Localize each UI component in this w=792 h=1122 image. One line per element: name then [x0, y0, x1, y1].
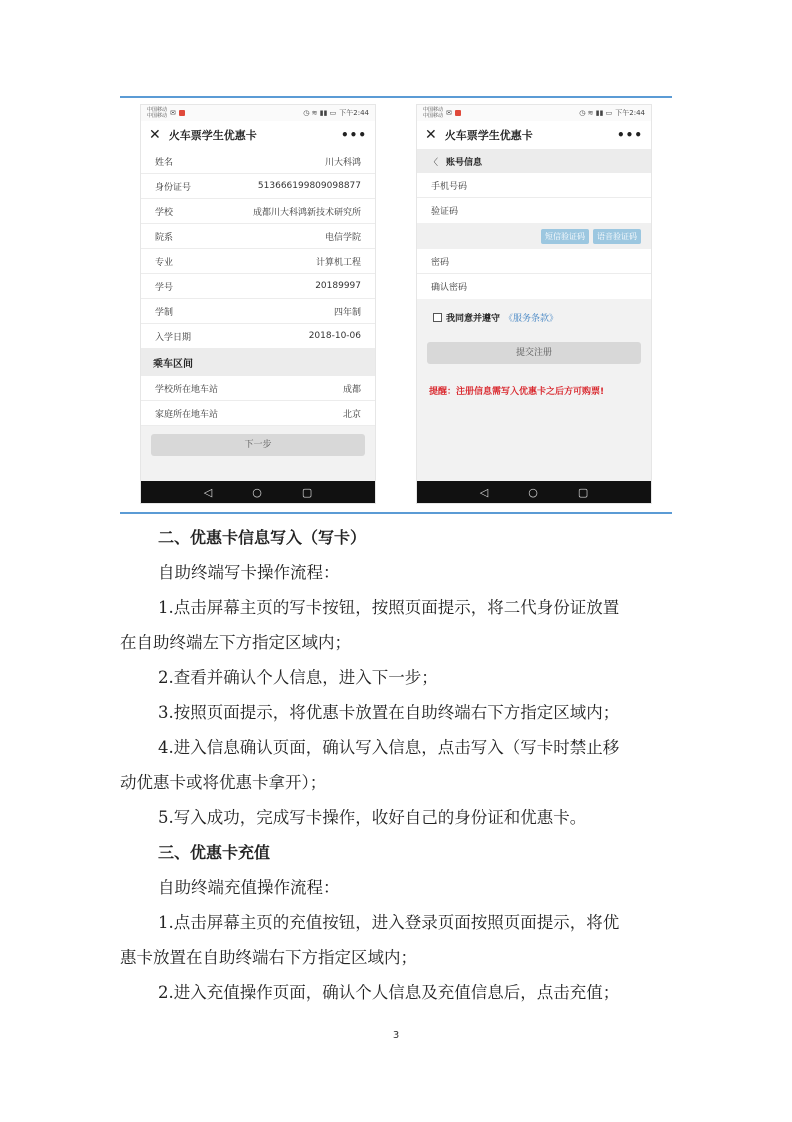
info-row-school-station: 学校所在地车站 成都: [141, 376, 375, 401]
signal-icons: ◷ ≋ ▮▮ ▭: [579, 108, 613, 117]
status-time: 下午2:44: [339, 108, 369, 117]
app-titlebar: [141, 121, 375, 149]
status-bar: 中国移动 中国移动 ✉ ◷ ≋ ▮▮ ▭ 下午2:44: [417, 105, 651, 121]
submit-register-button[interactable]: 提交注册: [427, 342, 641, 364]
account-info-header[interactable]: 〈 账号信息: [417, 149, 651, 173]
info-row-enroll-date: 入学日期 2018-10-06: [141, 324, 375, 349]
verification-code-input[interactable]: 验证码: [417, 198, 651, 223]
agree-terms: 我同意并遵守 《服务条款》: [417, 299, 651, 324]
chevron-left-icon: 〈: [429, 157, 439, 168]
paragraph: 4.进入信息确认页面，确认写入信息，点击写入（写卡时禁止移: [158, 738, 620, 757]
info-row-name: 姓名 川大科鸿: [141, 149, 375, 174]
phone-screenshot-left: [140, 104, 376, 504]
status-time: 下午2:44: [615, 108, 645, 117]
more-icon[interactable]: •••: [616, 128, 643, 142]
sms-code-button[interactable]: 短信验证码: [541, 229, 589, 244]
top-rule: [120, 96, 672, 98]
paragraph: 自助终端充值操作流程：: [158, 878, 340, 897]
app-titlebar: [417, 121, 651, 149]
page-number: 3: [392, 1030, 400, 1041]
info-row-duration: 学制 四年制: [141, 299, 375, 324]
agree-checkbox[interactable]: [433, 313, 442, 322]
paragraph: 在自助终端左下方指定区域内；: [120, 633, 351, 652]
paragraph: 动优惠卡或将优惠卡拿开）；: [120, 773, 327, 792]
notification-icon: [455, 110, 461, 116]
android-navbar: [417, 481, 651, 503]
back-nav-icon[interactable]: ◁: [203, 485, 213, 499]
section-header-route: 乘车区间: [141, 349, 375, 376]
paragraph: 1.点击屏幕主页的充值按钮，进入登录页面按照页面提示，将优: [158, 913, 620, 932]
next-step-button[interactable]: 下一步: [151, 434, 365, 456]
paragraph: 2.进入充值操作页面，确认个人信息及充值信息后，点击充值；: [158, 983, 620, 1002]
info-row-school: 学校 成都川大科鸿新技术研究所: [141, 199, 375, 224]
info-row-department: 院系 电信学院: [141, 224, 375, 249]
home-nav-icon[interactable]: ○: [252, 485, 262, 499]
app-title: 火车票学生优惠卡: [444, 129, 533, 142]
more-icon[interactable]: •••: [340, 128, 367, 142]
bottom-rule: [120, 512, 672, 514]
code-buttons: [417, 223, 651, 249]
paragraph: 惠卡放置在自助终端右下方指定区域内；: [120, 948, 417, 967]
warning-text: 提醒：注册信息需写入优惠卡之后方可购票!: [429, 387, 605, 397]
phone-number-input[interactable]: 手机号码: [417, 173, 651, 198]
paragraph: 3.按照页面提示，将优惠卡放置在自助终端右下方指定区域内；: [158, 703, 620, 722]
paragraph: 2.查看并确认个人信息，进入下一步；: [158, 668, 438, 687]
wechat-icon: ✉: [446, 108, 452, 117]
app-title: 火车票学生优惠卡: [168, 129, 257, 142]
terms-link[interactable]: 《服务条款》: [504, 314, 559, 324]
info-row-id: 身份证号 513666199809098877: [141, 174, 375, 199]
notification-icon: [179, 110, 185, 116]
heading-recharge: 三、优惠卡充值: [158, 843, 271, 862]
paragraph: 自助终端写卡操作流程：: [158, 563, 340, 582]
close-icon[interactable]: ✕: [149, 127, 161, 143]
status-bar: 中国移动 中国移动 ✉ ◷ ≋ ▮▮ ▭ 下午2:44: [141, 105, 375, 121]
android-navbar: [141, 481, 375, 503]
confirm-password-input[interactable]: 确认密码: [417, 274, 651, 299]
voice-code-button[interactable]: 语音验证码: [593, 229, 641, 244]
password-input[interactable]: 密码: [417, 249, 651, 274]
heading-write-card: 二、优惠卡信息写入（写卡）: [158, 528, 367, 547]
close-icon[interactable]: ✕: [425, 127, 437, 143]
home-nav-icon[interactable]: ○: [528, 485, 538, 499]
info-row-home-station: 家庭所在地车站 北京: [141, 401, 375, 426]
info-row-student-id: 学号 20189997: [141, 274, 375, 299]
wechat-icon: ✉: [170, 108, 176, 117]
signal-icons: ◷ ≋ ▮▮ ▭: [303, 108, 337, 117]
paragraph: 1.点击屏幕主页的写卡按钮，按照页面提示，将二代身份证放置: [158, 598, 620, 617]
recents-nav-icon[interactable]: ▢: [577, 485, 589, 499]
back-nav-icon[interactable]: ◁: [479, 485, 489, 499]
paragraph: 5.写入成功，完成写卡操作，收好自己的身份证和优惠卡。: [158, 808, 587, 827]
phone-screenshot-right: [416, 104, 652, 504]
info-row-major: 专业 计算机工程: [141, 249, 375, 274]
recents-nav-icon[interactable]: ▢: [301, 485, 313, 499]
